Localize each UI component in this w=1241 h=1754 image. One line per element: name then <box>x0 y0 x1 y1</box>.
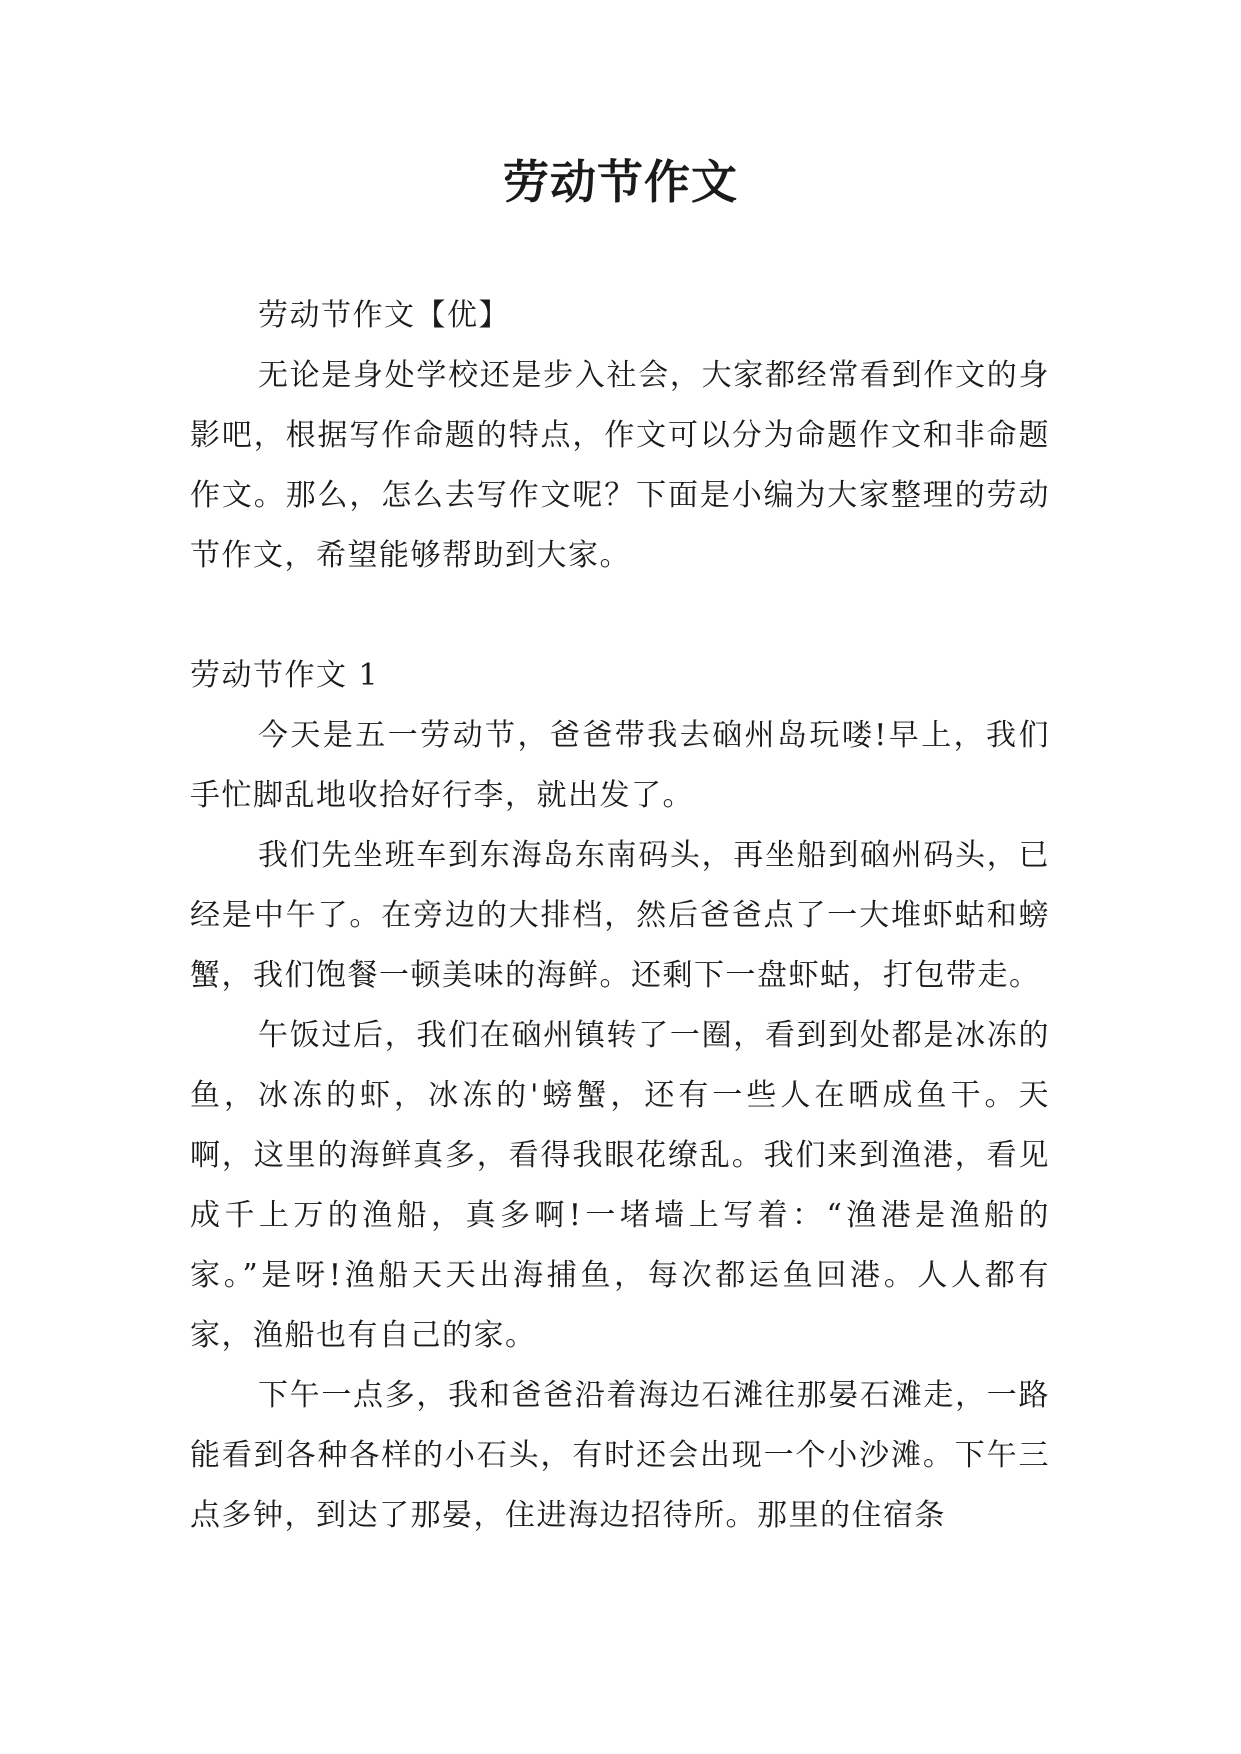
intro-paragraph: 无论是身处学校还是步入社会，大家都经常看到作文的身影吧，根据写作命题的特点，作文可以分为命题作文和非命题作文。那么，怎么去写作文呢？下面是小编为大家整理的劳动节作文，希望能够帮助到大家。 <box>190 358 1050 573</box>
document-title: 劳动节作文 <box>503 155 738 209</box>
section-heading: 劳动节作文 1 <box>190 658 380 693</box>
paragraph-4: 下午一点多，我和爸爸沿着海边石滩往那晏石滩走，一路能看到各种各样的小石头，有时还会出现一个小沙滩。下午三点多钟，到达了那晏，住进海边招待所。那里的住宿条 <box>190 1378 1050 1533</box>
intro-heading: 劳动节作文【优】 <box>258 298 510 333</box>
paragraph-2: 我们先坐班车到东海岛东南码头，再坐船到硇州码头，已经是中午了。在旁边的大排档，然后爸爸点了一大堆虾蛄和螃蟹，我们饱餐一顿美味的海鲜。还剩下一盘虾蛄，打包带走。 <box>190 838 1050 993</box>
paragraph-1: 今天是五一劳动节，爸爸带我去硇州岛玩喽!早上，我们手忙脚乱地收拾好行李，就出发了。 <box>190 718 1050 813</box>
paragraph-3: 午饭过后，我们在硇州镇转了一圈，看到到处都是冰冻的鱼，冰冻的虾，冰冻的'螃蟹，还有一些人在晒成鱼干。天啊，这里的海鲜真多，看得我眼花缭乱。我们来到渔港，看见成千上万的渔船，真多啊!一堵墙上写着：“渔港是渔船的家。”是呀!渔船天天出海捕鱼，每次都运鱼回港。人人都有家，渔船也有自己的家。 <box>190 1018 1050 1353</box>
document-body <box>190 286 1050 1546</box>
